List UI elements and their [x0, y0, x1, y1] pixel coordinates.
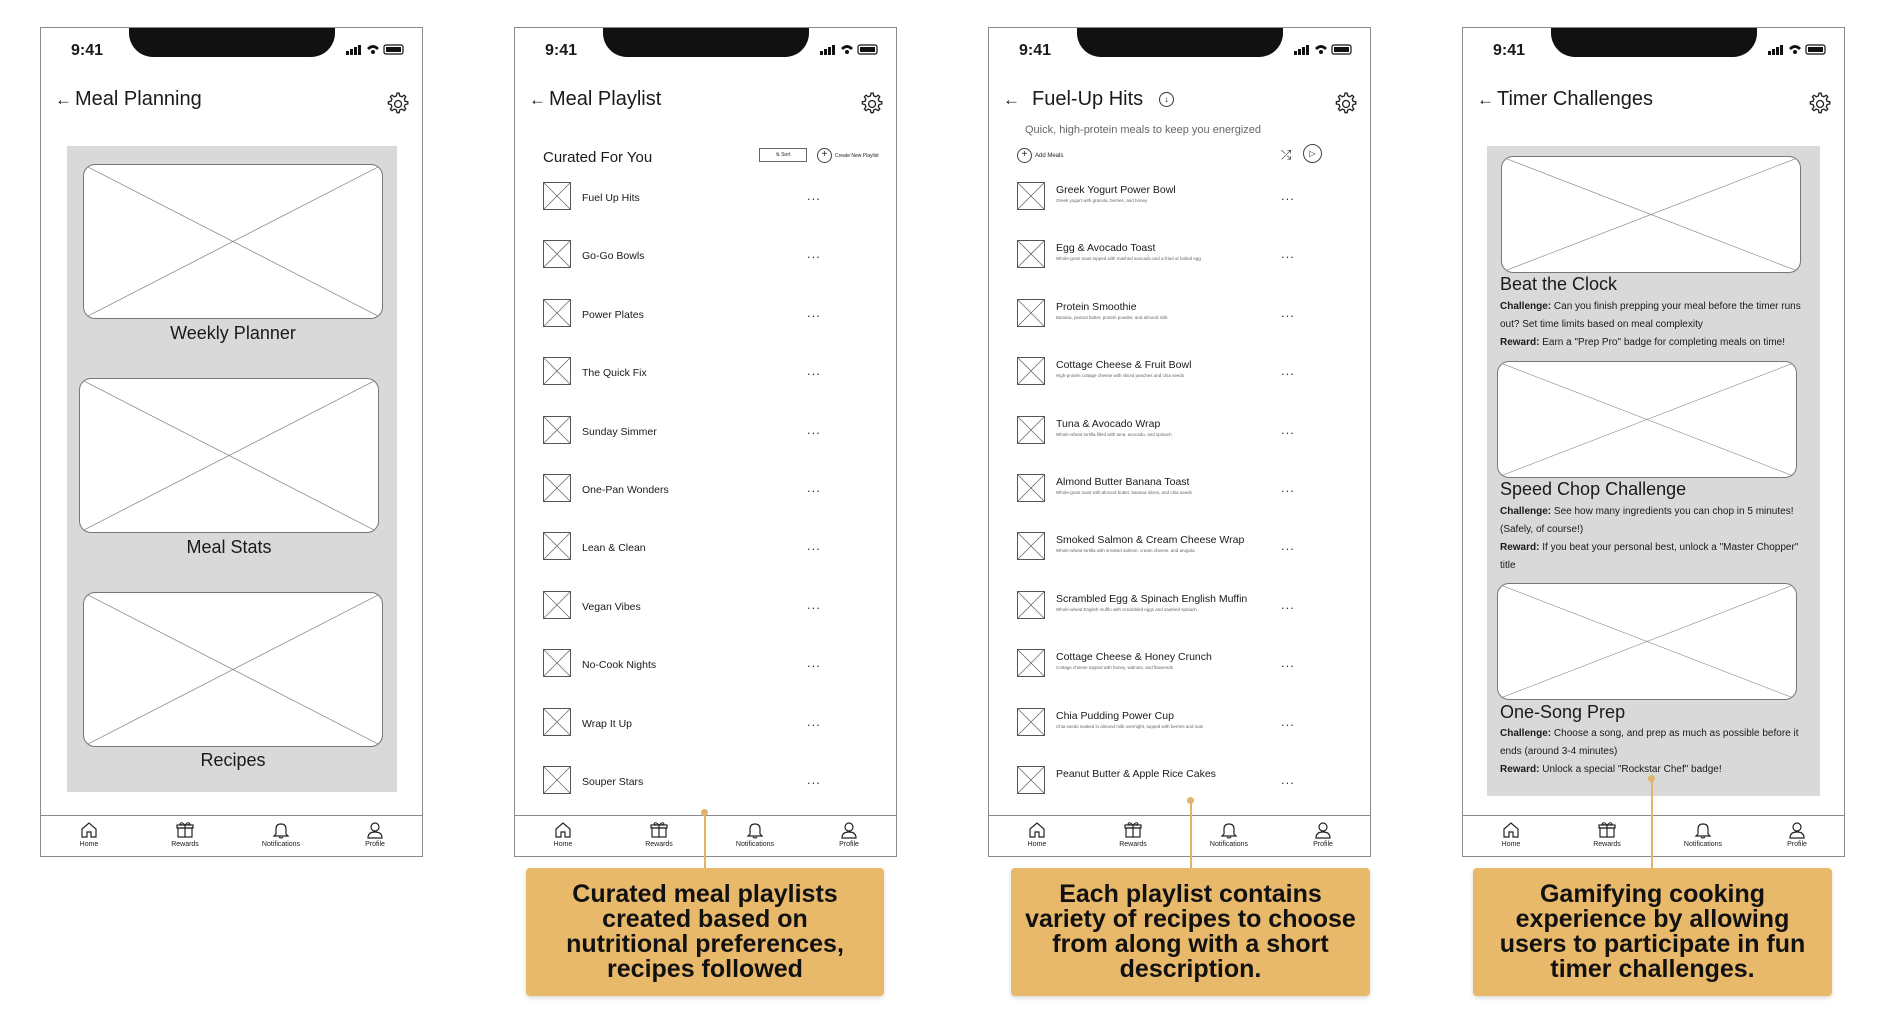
playlist-thumbnail [543, 708, 571, 736]
challenge-text: Choose a song, and prep as much as possible before it ends (around 3-4 minutes) [1500, 728, 1799, 757]
more-options-icon[interactable]: ... [1281, 538, 1295, 554]
gear-icon[interactable] [384, 91, 410, 117]
meal-description: Greek yogurt with granola, berries, and honey [1056, 198, 1148, 203]
reward-prefix: Reward: [1500, 764, 1540, 775]
meal-thumbnail [1017, 649, 1045, 677]
more-options-icon[interactable]: ... [1281, 304, 1295, 320]
user-icon [839, 820, 859, 840]
back-arrow-icon[interactable]: ← [55, 89, 72, 109]
playlist-thumbnail [543, 532, 571, 560]
challenge-prefix: Challenge: [1500, 506, 1552, 517]
shuffle-icon[interactable]: ⤮ [1281, 147, 1292, 162]
more-options-icon[interactable]: ... [807, 304, 821, 320]
nav-profile-label: Profile [1313, 841, 1333, 848]
meal-thumbnail [1017, 532, 1045, 560]
more-options-icon[interactable]: ... [1281, 713, 1295, 729]
meal-description: Chia seeds soaked in almond milk overnight, topped with berries and nuts [1056, 723, 1204, 729]
meal-description: Whole-wheat tortilla filled with tuna, avocado, and spinach [1056, 431, 1172, 437]
playlist-thumbnail [543, 299, 571, 327]
bottom-nav [1463, 815, 1844, 856]
recipes-card[interactable] [83, 592, 383, 747]
bell-icon [271, 820, 291, 840]
add-meals-label: Add Meals [1035, 152, 1064, 159]
more-options-icon[interactable]: ... [1281, 772, 1295, 787]
nav-notifications-label: Notifications [1683, 841, 1723, 848]
meal-thumbnail [1017, 182, 1045, 210]
back-arrow-icon[interactable]: ← [1477, 89, 1494, 109]
playlist-thumbnail [543, 474, 571, 502]
status-time: 9:41 [545, 42, 578, 59]
bottom-nav [515, 815, 896, 856]
more-options-icon[interactable]: ... [1281, 363, 1295, 379]
nav-notifications[interactable] [720, 820, 790, 848]
meal-description: Whole-wheat tortilla with smoked salmon, cream cheese, and arugula [1056, 548, 1195, 554]
more-options-icon[interactable]: ... [807, 538, 821, 554]
header [529, 88, 661, 111]
bell-icon [745, 820, 765, 840]
playlist-name: One-Pan Wonders [582, 484, 669, 496]
nav-home-label: Home [553, 841, 573, 848]
gear-icon[interactable] [1806, 91, 1832, 117]
gift-icon [1597, 820, 1617, 840]
connector-line [1651, 779, 1653, 868]
home-icon [1501, 820, 1521, 840]
playlist-name: No-Cook Nights [582, 659, 657, 672]
challenge-text: See how many ingredients you can chop in 5 minutes! (Safely, of course!) [1500, 506, 1794, 535]
nav-profile[interactable] [340, 820, 410, 848]
reward-text: Unlock a special "Rockstar Chef" badge! [1542, 764, 1722, 775]
meal-name: Cottage Cheese & Fruit Bowl [1056, 359, 1192, 372]
nav-rewards[interactable] [624, 820, 694, 848]
status-time: 9:41 [71, 42, 104, 59]
playlist-name: Lean & Clean [582, 542, 646, 555]
meal-name: Cottage Cheese & Honey Crunch [1056, 651, 1212, 664]
user-icon [1787, 820, 1807, 840]
nav-profile[interactable] [1762, 820, 1832, 848]
nav-notifications-label: Notifications [1209, 841, 1249, 848]
user-icon [1313, 820, 1333, 840]
nav-notifications[interactable] [1668, 820, 1738, 848]
header [55, 88, 202, 111]
more-options-icon[interactable]: ... [1281, 188, 1295, 203]
playlist-description: Quick, high-protein meals to keep you energized [1025, 124, 1262, 136]
nav-profile-label: Profile [365, 841, 385, 848]
nav-rewards[interactable] [1572, 820, 1642, 848]
meal-description: Whole-grain toast topped with mashed avocado and a fried or boiled egg [1056, 256, 1201, 262]
connector-line [1190, 801, 1192, 868]
device-notch [129, 27, 335, 57]
meal-name: Chia Pudding Power Cup [1056, 709, 1174, 722]
more-options-icon[interactable]: ... [1281, 655, 1295, 671]
play-icon[interactable]: ▷ [1303, 144, 1322, 163]
page-title: Fuel-Up Hits [1032, 88, 1144, 110]
sort-label: Sort [781, 152, 791, 158]
annotation-note-recipes: Each playlist contains variety of recipes to choose from along with a short description. [1011, 868, 1370, 996]
meal-thumbnail [1017, 357, 1045, 385]
header [1003, 88, 1174, 111]
one-song-prep-image[interactable] [1497, 583, 1797, 700]
challenge-text: Can you finish prepping your meal before the timer runs out? Set time limits based on meal complexity [1500, 301, 1801, 330]
download-icon[interactable]: ↓ [1159, 92, 1174, 107]
meal-stats-card[interactable] [79, 378, 379, 533]
meal-description: Whole-grain toast with almond butter, banana slices, and chia seeds [1056, 490, 1192, 495]
bottom-nav [41, 815, 422, 856]
playlist-name: Power Plates [582, 308, 644, 321]
weekly-planner-card[interactable] [83, 164, 383, 319]
gear-icon[interactable] [858, 91, 884, 117]
meal-thumbnail [1017, 416, 1045, 444]
nav-home[interactable] [1002, 820, 1072, 848]
plus-circle-icon: + [1017, 148, 1032, 163]
sort-button[interactable] [759, 148, 807, 162]
home-icon [79, 820, 99, 840]
gift-icon [1123, 820, 1143, 840]
annotation-note-playlists: Curated meal playlists created based on nutritional preferences, recipes followed [526, 868, 884, 996]
challenge-description [1500, 298, 1805, 352]
meal-description: High-protein cottage cheese with sliced peaches and chia seeds [1056, 373, 1185, 379]
nav-rewards-label: Rewards [645, 841, 673, 848]
device-notch [603, 27, 809, 57]
more-options-icon[interactable]: ... [807, 713, 821, 729]
weekly-planner-label: Weekly Planner [170, 323, 296, 343]
meal-thumbnail [1017, 299, 1045, 327]
playlist-name: Wrap It Up [582, 717, 632, 730]
challenge-prefix: Challenge: [1500, 728, 1552, 739]
page-title: Timer Challenges [1497, 88, 1653, 110]
meal-thumbnail [1017, 240, 1045, 268]
playlist-name: Vegan Vibes [582, 600, 641, 613]
meal-thumbnail [1017, 474, 1045, 502]
playlist-thumbnail [543, 357, 571, 385]
device-notch [1077, 27, 1283, 57]
meal-name: Greek Yogurt Power Bowl [1056, 184, 1176, 196]
reward-text: If you beat your personal best, unlock a "Master Chopper" title [1500, 542, 1799, 571]
status-time: 9:41 [1493, 42, 1526, 59]
more-options-icon[interactable]: ... [807, 655, 821, 671]
nav-profile[interactable] [814, 820, 884, 848]
meal-name: Protein Smoothie [1056, 300, 1137, 313]
page-title: Meal Planning [75, 88, 202, 110]
phone-screen-fuel-up-hits [988, 27, 1371, 857]
more-options-icon[interactable]: ... [807, 363, 821, 379]
back-arrow-icon[interactable]: ← [529, 89, 546, 109]
playlist-thumbnail [543, 649, 571, 677]
status-icons [820, 42, 880, 56]
plus-circle-icon: + [817, 148, 832, 163]
nav-rewards-label: Rewards [1593, 841, 1621, 848]
playlist-name: Sunday Simmer [582, 425, 657, 438]
challenge-prefix: Challenge: [1500, 301, 1552, 312]
challenge-description [1500, 725, 1805, 779]
meal-name: Scrambled Egg & Spinach English Muffin [1056, 592, 1248, 605]
bottom-nav [989, 815, 1370, 856]
playlist-name: Go-Go Bowls [582, 250, 645, 263]
status-time: 9:41 [1019, 42, 1052, 59]
bell-icon [1219, 820, 1239, 840]
meal-name: Peanut Butter & Apple Rice Cakes [1056, 768, 1216, 780]
meal-description: Banana, peanut butter, protein powder, and almond milk [1056, 314, 1168, 320]
more-options-icon[interactable]: ... [1281, 246, 1295, 262]
bell-icon [1693, 820, 1713, 840]
meal-name: Tuna & Avocado Wrap [1056, 417, 1161, 430]
nav-profile-label: Profile [1787, 841, 1807, 848]
playlist-name: Souper Stars [582, 776, 644, 788]
page-title: Meal Playlist [549, 88, 662, 110]
meal-thumbnail [1017, 766, 1045, 794]
section-title: Curated For You [543, 149, 653, 166]
nav-rewards-label: Rewards [171, 841, 199, 848]
nav-home[interactable] [54, 820, 124, 848]
gift-icon [175, 820, 195, 840]
playlist-name: Fuel Up Hits [582, 192, 640, 204]
meal-description: Whole-wheat English muffin with scrambled eggs and sautéed spinach [1056, 606, 1197, 612]
more-options-icon[interactable]: ... [807, 480, 821, 495]
annotation-note-challenges: Gamifying cooking experience by allowing users to participate in fun timer challenges. [1473, 868, 1832, 996]
nav-profile[interactable] [1288, 820, 1358, 848]
reward-text: Earn a "Prep Pro" badge for completing meals on time! [1542, 337, 1786, 348]
status-icons [346, 42, 406, 56]
beat-the-clock-image[interactable] [1501, 156, 1801, 273]
sort-icon: ⇅ [775, 152, 782, 158]
back-arrow-icon[interactable]: ← [1003, 89, 1020, 109]
nav-rewards-label: Rewards [1119, 841, 1147, 848]
more-options-icon[interactable]: ... [807, 188, 821, 203]
device-notch [1551, 27, 1757, 57]
header [1477, 88, 1653, 111]
user-icon [365, 820, 385, 840]
reward-prefix: Reward: [1500, 542, 1540, 553]
playlist-name: The Quick Fix [582, 367, 647, 380]
phone-screen-meal-planning [40, 27, 423, 857]
gift-icon [649, 820, 669, 840]
nav-notifications[interactable] [1194, 820, 1264, 848]
meal-thumbnail [1017, 708, 1045, 736]
playlist-thumbnail [543, 240, 571, 268]
more-options-icon[interactable]: ... [1281, 480, 1295, 495]
nav-home[interactable] [528, 820, 598, 848]
meal-thumbnail [1017, 591, 1045, 619]
meal-description: Cottage cheese topped with honey, walnuts, and flaxseeds [1056, 665, 1173, 671]
phone-screen-meal-playlist [514, 27, 897, 857]
nav-notifications[interactable] [246, 820, 316, 848]
challenge-title: Speed Chop Challenge [1500, 479, 1687, 499]
status-icons [1294, 42, 1354, 56]
playlist-thumbnail [543, 766, 571, 794]
phone-screen-timer-challenges [1462, 27, 1845, 857]
meal-name: Almond Butter Banana Toast [1056, 476, 1190, 488]
challenge-title: One-Song Prep [1500, 702, 1626, 722]
meal-stats-label: Meal Stats [186, 537, 272, 557]
nav-home-label: Home [1501, 841, 1521, 848]
connector-line [704, 813, 706, 868]
more-options-icon[interactable]: ... [807, 246, 821, 262]
nav-home-label: Home [79, 841, 99, 848]
nav-home-label: Home [1027, 841, 1047, 848]
create-playlist-button[interactable] [817, 148, 879, 163]
more-options-icon[interactable]: ... [1281, 596, 1295, 612]
speed-chop-image[interactable] [1497, 361, 1797, 478]
more-options-icon[interactable]: ... [807, 421, 821, 437]
nav-notifications-label: Notifications [735, 841, 775, 848]
gear-icon[interactable] [1332, 91, 1358, 117]
challenge-title: Beat the Clock [1500, 274, 1618, 294]
playlist-thumbnail [543, 182, 571, 210]
playlist-thumbnail [543, 416, 571, 444]
meal-name: Smoked Salmon & Cream Cheese Wrap [1056, 534, 1245, 547]
nav-notifications-label: Notifications [261, 841, 301, 848]
status-icons [1768, 42, 1828, 56]
more-options-icon[interactable]: ... [807, 596, 821, 612]
reward-prefix: Reward: [1500, 337, 1540, 348]
home-icon [1027, 820, 1047, 840]
nav-profile-label: Profile [839, 841, 859, 848]
meal-name: Egg & Avocado Toast [1056, 242, 1156, 255]
playlist-thumbnail [543, 591, 571, 619]
nav-rewards[interactable] [1098, 820, 1168, 848]
challenge-description [1500, 503, 1805, 575]
recipes-label: Recipes [200, 750, 266, 770]
add-meals-button[interactable] [1017, 148, 1063, 163]
more-options-icon[interactable]: ... [1281, 421, 1295, 437]
more-options-icon[interactable]: ... [807, 772, 821, 787]
home-icon [553, 820, 573, 840]
create-playlist-label: Create New Playlist [835, 152, 879, 159]
nav-rewards[interactable] [150, 820, 220, 848]
nav-home[interactable] [1476, 820, 1546, 848]
